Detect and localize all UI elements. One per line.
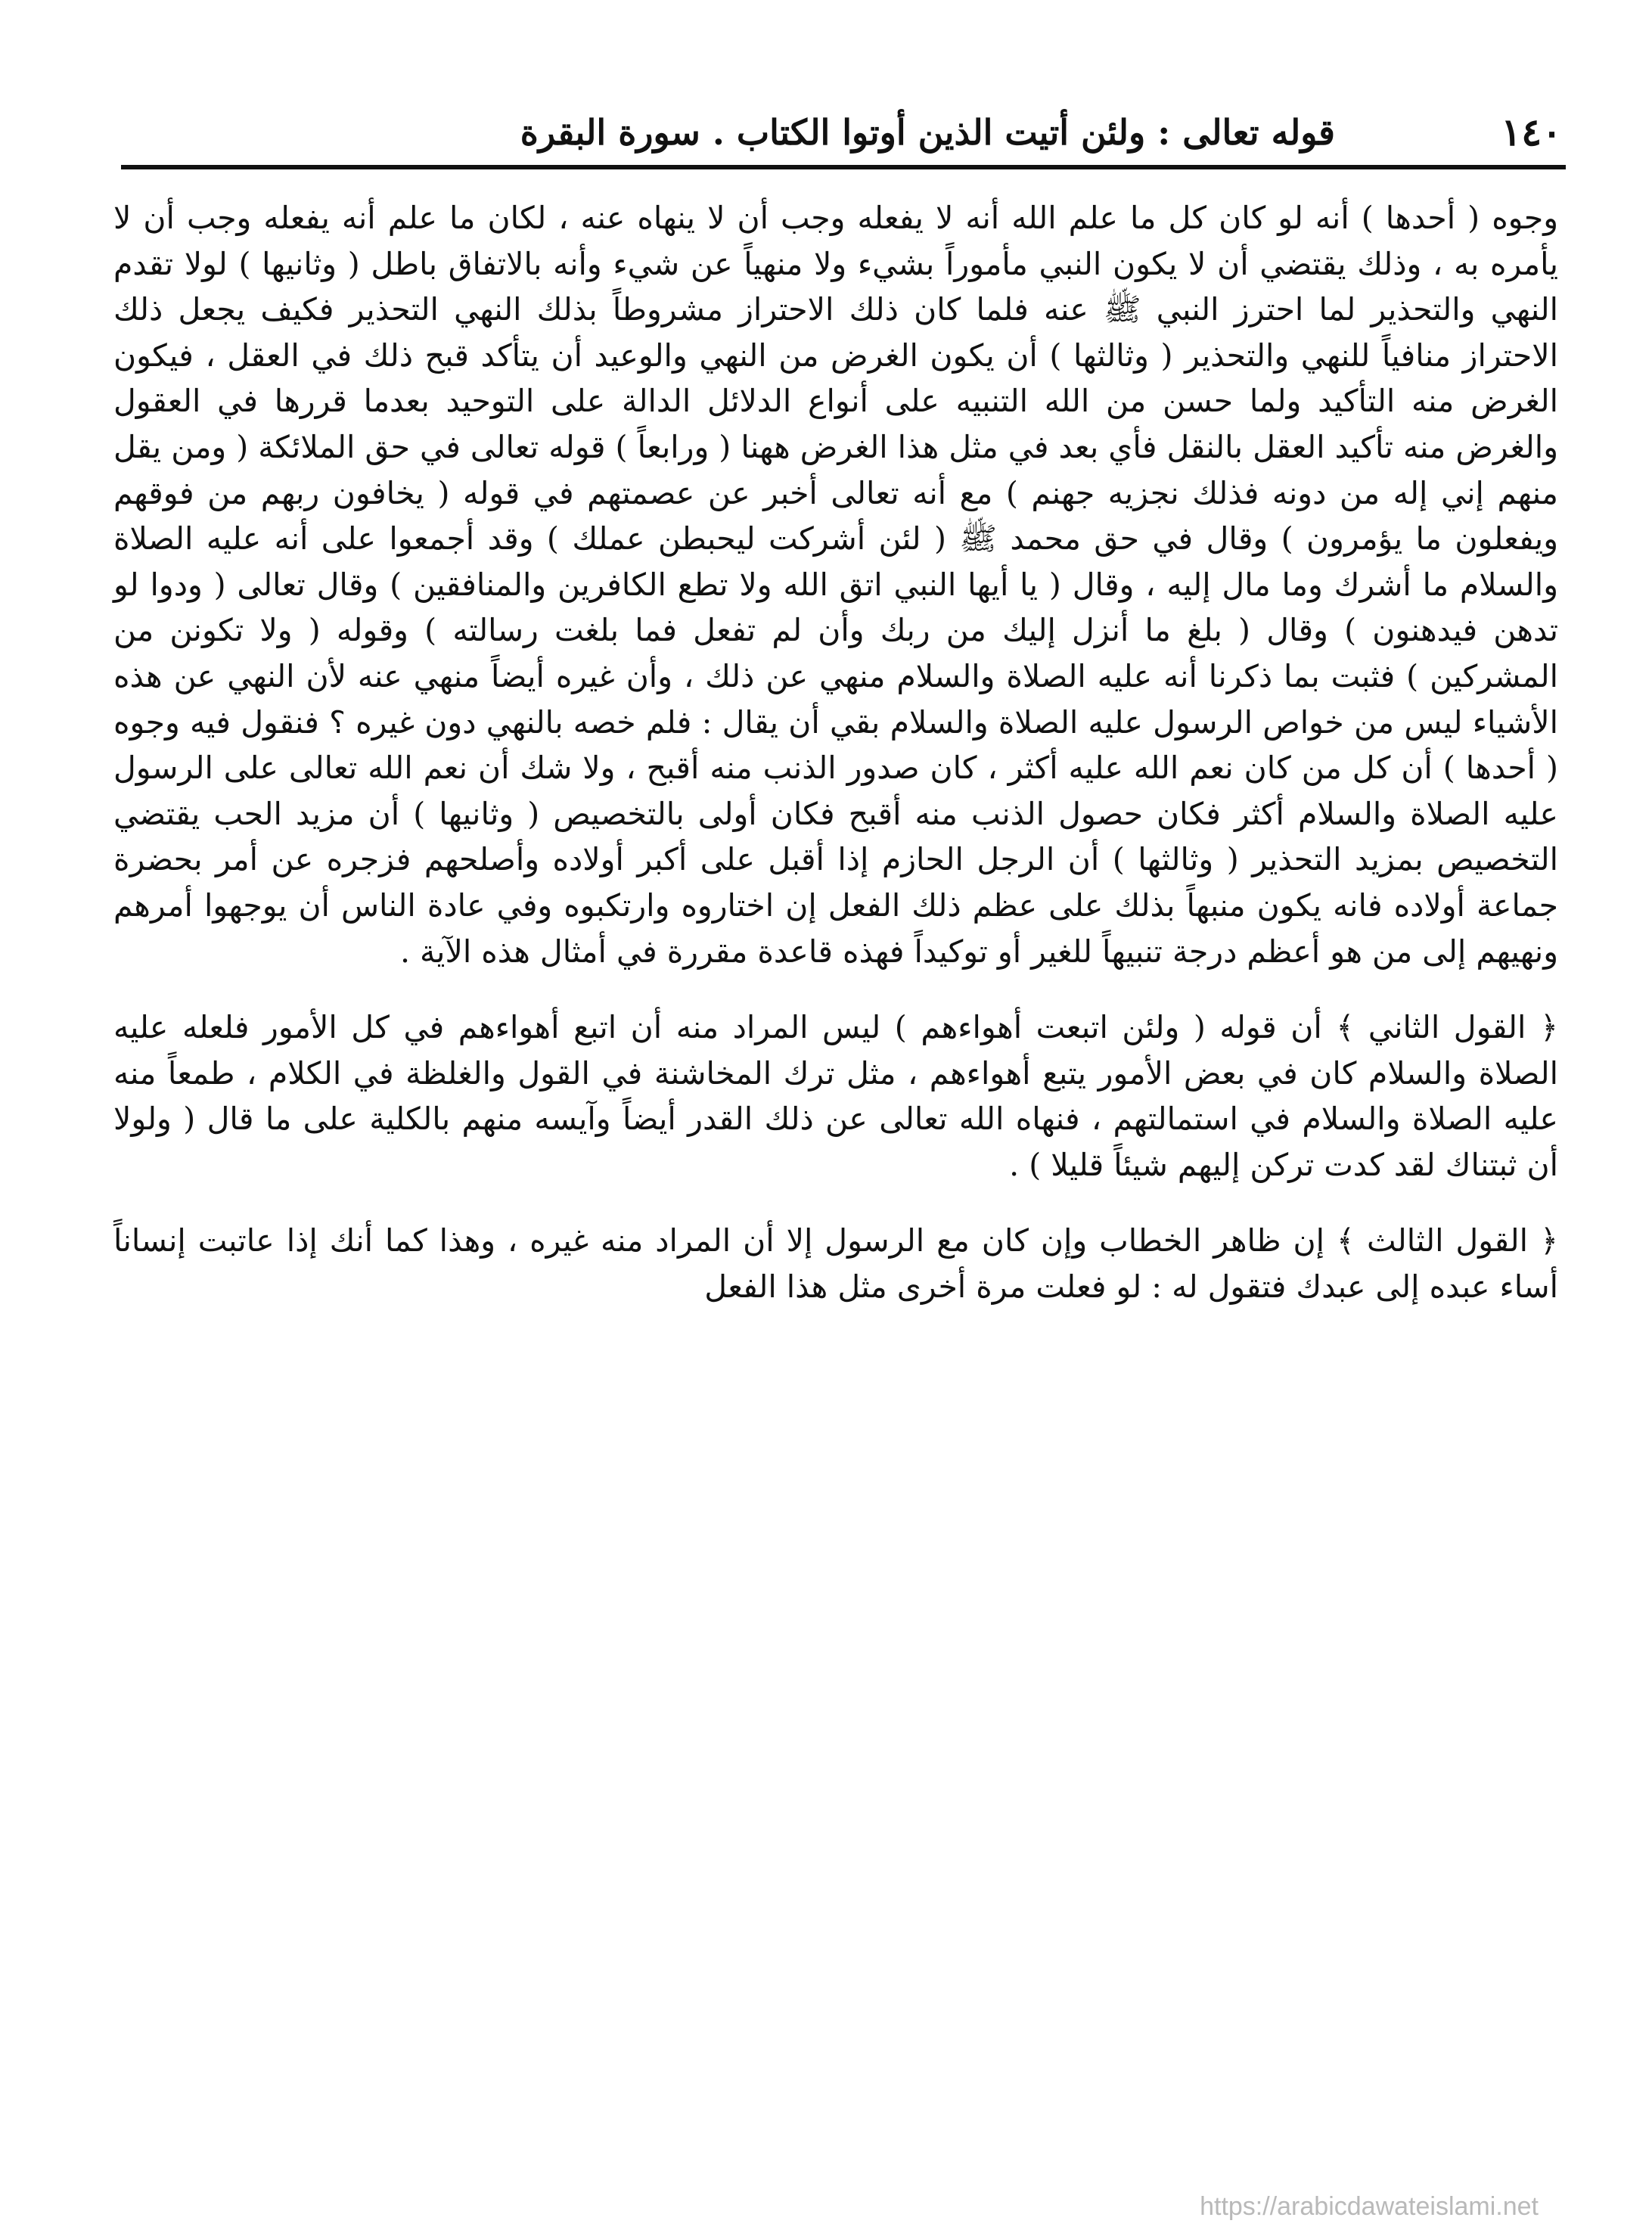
- paragraph-second-opinion: ﴿ القول الثاني ﴾ أن قوله ( ولئن اتبعت أهواءهم ) ليس المراد منه أن اتبع أهواءهم في كل الأمور فلعله عليه الصلاة والسلام كان في بعض الأمور يتبع أهواءهم ، مثل ترك المخاشنة في القول والغلظة في الكلام ، طمعاً منه عليه الصلاة والسلام في استمالتهم ، فنهاه الله تعالى عن ذلك القدر أيضاً وآيسه منهم بالكلية على ما قال ( ولولا أن ثبتناك لقد كدت تركن إليهم شيئاً قليلا ) .: [113, 1009, 1558, 1183]
- page-header: [125, 98, 1562, 166]
- watermark-url: https://arabicdawateislami.net: [1200, 2192, 1539, 2221]
- paragraph-first-argument: وجوه ( أحدها ) أنه لو كان كل ما علم الله أنه لا يفعله وجب أن لا ينهاه عنه ، لكان ما علم أنه يفعله وجب أن لا يأمره به ، وذلك يقتضي أن لا يكون النبي مأموراً بشيء ولا منهياً عن شيء وأنه بالاتفاق باطل ( وثانيها ) لولا تقدم النهي والتحذير لما احترز النبي ﷺ عنه فلما كان ذلك الاحتراز مشروطاً بذلك النهي التحذير فكيف يجعل ذلك الاحتراز منافياً للنهي والتحذير ( وثالثها ) أن يكون الغرض من النهي والوعيد أن يتأكد قبح ذلك في العقل ، فيكون الغرض منه التأكيد ولما حسن من الله التنبيه على أنواع الدلائل الدالة على التوحيد بعدما قررها في العقول والغرض منه تأكيد العقل بالنقل فأي بعد في مثل هذا الغرض ههنا ( ورابعاً ) قوله تعالى في حق الملائكة ( ومن يقل منهم إني إله من دونه فذلك نجزيه جهنم ) مع أنه تعالى أخبر عن عصمتهم في قوله ( يخافون ربهم من فوقهم ويفعلون ما يؤمرون ) وقال في حق محمد ﷺ ( لئن أشركت ليحبطن عملك ) وقد أجمعوا على أنه عليه الصلاة والسلام ما أشرك وما مال إليه ، وقال ( يا أيها النبي اتق الله ولا تطع الكافرين والمنافقين ) وقال تعالى ( ودوا لو تدهن فيدهنون ) وقال ( بلغ ما أنزل إليك من ربك وأن لم تفعل فما بلغت رسالته ) وقوله ( ولا تكونن من المشركين ) فثبت بما ذكرنا أنه عليه الصلاة والسلام منهي عن ذلك ، وأن غيره أيضاً منهي عنه لأن النهي عن هذه الأشياء ليس من خواص الرسول عليه الصلاة والسلام بقي أن يقال : فلم خصه بالنهي دون غيره ؟ فنقول فيه وجوه ( أحدها ) أن كل من كان نعم الله عليه أكثر ، كان صدور الذنب منه أقبح ، ولا شك أن نعم الله تعالى على الرسول عليه الصلاة والسلام أكثر فكان حصول الذنب منه أقبح فكان أولى بالتخصيص ( وثانيها ) أن مزيد الحب يقتضي التخصيص بمزيد التحذير ( وثالثها ) أن الرجل الحازم إذا أقبل على أكبر أولاده وأصلحهم فزجره عن أمر بحضرة جماعة أولاده فانه يكون منبهاً بذلك على عظم ذلك الفعل إن اختاروه وارتكبوه وفي عادة الناس أن يوجهوا أمرهم ونهيهم إلى من هو أعظم درجة تنبيهاً للغير أو توكيداً فهذه قاعدة مقررة في أمثال هذه الآية .: [113, 200, 1558, 970]
- page-number: ١٤٠: [1501, 110, 1562, 154]
- running-title: قوله تعالى : ولئن أتيت الذين أوتوا الكتاب . سورة البقرة: [520, 112, 1335, 153]
- paragraph-third-opinion: ﴿ القول الثالث ﴾ إن ظاهر الخطاب وإن كان مع الرسول إلا أن المراد منه غيره ، وهذا كما أنك إذا عاتبت إنساناً أساء عبده إلى عبدك فتقول له : لو فعلت مرة أخرى مثل هذا الفعل: [113, 1222, 1558, 1306]
- header-rule: [121, 165, 1566, 169]
- body-text: [113, 195, 1558, 1310]
